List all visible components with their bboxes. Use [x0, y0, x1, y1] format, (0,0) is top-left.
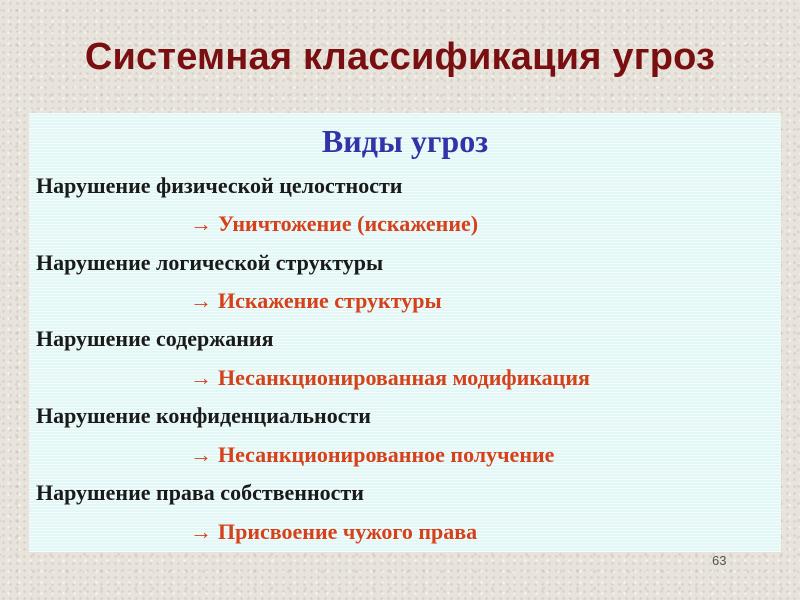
right-arrow-icon: →: [190, 211, 212, 236]
right-arrow-icon: →: [190, 365, 212, 390]
page-number: 63: [712, 553, 727, 568]
consequence-rights-appropriation: [190, 519, 800, 545]
right-arrow-icon: →: [190, 519, 212, 544]
slide-title: Системная классификация угроз: [84, 36, 716, 78]
consequence-label: Несанкционированная модификация: [218, 365, 590, 390]
consequence-label: Присвоение чужого права: [218, 519, 478, 544]
right-arrow-icon: →: [190, 442, 212, 467]
consequence-label: Несанкционированное получение: [218, 442, 555, 467]
violation-confidentiality: Нарушение конфиденциальности: [36, 403, 371, 428]
consequence-structure-distortion: [190, 288, 800, 314]
consequence-unauthorized-modification: [190, 365, 800, 391]
violation-ownership: Нарушение права собственности: [36, 480, 364, 505]
consequence-unauthorized-access: [190, 442, 800, 468]
violation-content: Нарушение содержания: [36, 326, 274, 351]
panel-heading: Виды угроз: [321, 123, 489, 159]
violation-physical-integrity: Нарушение физической целостности: [36, 173, 403, 198]
consequence-label: Искажение структуры: [218, 288, 442, 313]
right-arrow-icon: →: [190, 288, 212, 313]
consequence-destruction: [190, 211, 800, 237]
consequence-label: Уничтожение (искажение): [218, 211, 479, 236]
violation-logical-structure: Нарушение логической структуры: [36, 250, 384, 275]
